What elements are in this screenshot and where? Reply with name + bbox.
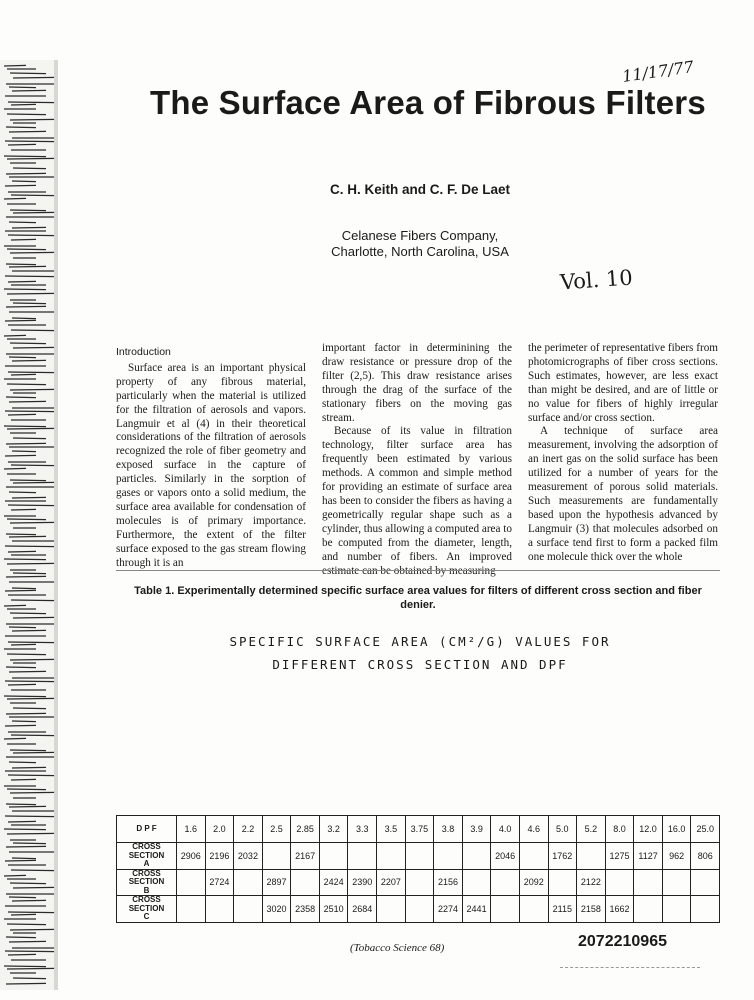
binding-stroke bbox=[9, 131, 46, 132]
binding-stroke bbox=[11, 465, 56, 466]
binding-stroke bbox=[8, 642, 56, 643]
document-id: 2072210965 bbox=[578, 933, 667, 950]
binding-stroke bbox=[4, 65, 26, 66]
dpf-header-cell: 4.0 bbox=[491, 816, 520, 843]
surface-area-table bbox=[116, 815, 720, 923]
value-cell bbox=[262, 843, 291, 870]
binding-stroke bbox=[8, 235, 56, 236]
value-cell: 2158 bbox=[577, 896, 606, 923]
value-cell bbox=[234, 869, 263, 896]
value-cell bbox=[177, 896, 206, 923]
binding-stroke bbox=[12, 181, 36, 182]
authors: C. H. Keith and C. F. De Laet bbox=[329, 182, 511, 197]
value-cell bbox=[234, 896, 263, 923]
binding-stroke bbox=[10, 389, 56, 390]
binding-stroke bbox=[9, 897, 36, 898]
value-cell: 2167 bbox=[291, 843, 320, 870]
row-label-text: CROSS bbox=[132, 895, 161, 904]
binding-stroke bbox=[12, 497, 46, 498]
binding-stroke bbox=[4, 829, 46, 830]
binding-stroke bbox=[4, 696, 46, 697]
value-cell bbox=[405, 843, 434, 870]
binding-stroke bbox=[4, 426, 46, 427]
binding-stroke bbox=[8, 102, 56, 103]
binding-stroke bbox=[7, 563, 56, 564]
paragraph: important factor in determinining the draw resistance or pressure drop of the filter (2,5). This draw resistance arises through the drag of the surface of the stationary fibers on the moving gas stream. bbox=[322, 342, 512, 424]
binding-stroke bbox=[10, 659, 56, 660]
dpf-header-cell: 25.0 bbox=[691, 816, 720, 843]
value-cell bbox=[577, 843, 606, 870]
value-cell: 2724 bbox=[205, 869, 234, 896]
row-label-cell bbox=[117, 896, 177, 923]
binding-stroke bbox=[12, 360, 46, 361]
header-label-cell: D P F bbox=[117, 816, 177, 843]
binding-stroke bbox=[13, 752, 56, 753]
binding-stroke bbox=[11, 600, 56, 601]
binding-stroke bbox=[5, 276, 56, 277]
binding-stroke bbox=[10, 750, 46, 751]
value-cell: 1762 bbox=[548, 843, 577, 870]
binding-stroke bbox=[6, 804, 36, 805]
binding-stroke bbox=[11, 239, 36, 240]
paragraph: Because of its value in filtration technology, filter surface area has frequently been estimated by various methods. A common and simple method for providing an estimate of surface area has been to consider the fibers as having a geometrically regular shape such as a cylinder, thus allowing a computed area to be computed from the diameter, length, and number of fibers. An improved estimate can be obtained by measuring bbox=[322, 425, 512, 577]
binding-stroke bbox=[5, 590, 36, 591]
binding-stroke bbox=[12, 767, 46, 768]
binding-stroke bbox=[12, 227, 46, 228]
dpf-header-cell: 12.0 bbox=[634, 816, 663, 843]
binding-stroke bbox=[11, 195, 56, 196]
binding-stroke bbox=[13, 843, 46, 844]
value-cell bbox=[462, 869, 491, 896]
binding-stroke bbox=[12, 721, 36, 722]
binding-stroke bbox=[7, 158, 56, 159]
binding-stroke bbox=[6, 667, 36, 668]
affiliation-location: Charlotte, North Carolina, USA bbox=[331, 244, 509, 259]
binding-stroke bbox=[13, 212, 56, 213]
binding-stroke bbox=[13, 708, 46, 709]
value-cell bbox=[691, 869, 720, 896]
value-cell: 2207 bbox=[377, 869, 406, 896]
binding-stroke bbox=[8, 775, 56, 776]
binding-stroke bbox=[7, 384, 46, 385]
dpf-header-cell: 3.3 bbox=[348, 816, 377, 843]
binding-stroke bbox=[4, 468, 26, 469]
row-label-text: A bbox=[143, 859, 150, 868]
binding-stroke bbox=[10, 883, 46, 884]
binding-stroke bbox=[10, 210, 46, 211]
binding-stroke bbox=[9, 627, 36, 628]
binding-stroke bbox=[5, 411, 56, 412]
dpf-header-cell: 8.0 bbox=[605, 816, 634, 843]
binding-stroke bbox=[5, 185, 36, 186]
value-cell: 2906 bbox=[177, 843, 206, 870]
value-cell: 2032 bbox=[234, 843, 263, 870]
binding-stroke bbox=[9, 266, 46, 267]
value-cell bbox=[491, 869, 520, 896]
value-cell: 806 bbox=[691, 843, 720, 870]
affiliation-company: Celanese Fibers Company, bbox=[341, 228, 499, 243]
binding-stroke bbox=[4, 559, 46, 560]
binding-stroke bbox=[11, 870, 56, 871]
table-title-line-1: SPECIFIC SURFACE AREA (CM²/G) VALUES FOR bbox=[229, 634, 611, 649]
binding-stroke bbox=[9, 492, 36, 493]
binding-stroke bbox=[11, 914, 36, 915]
binding-stroke bbox=[8, 281, 36, 282]
section-heading: Introduction bbox=[116, 346, 171, 358]
dpf-header-cell: 2.85 bbox=[291, 816, 320, 843]
value-cell: 2115 bbox=[548, 896, 577, 923]
value-cell: 2358 bbox=[291, 896, 320, 923]
value-cell bbox=[319, 843, 348, 870]
value-cell: 2156 bbox=[434, 869, 463, 896]
binding-stroke bbox=[6, 397, 36, 398]
binding-stroke bbox=[13, 303, 46, 304]
binding-stroke bbox=[4, 966, 46, 967]
journal-citation: (Tobacco Science 68) bbox=[350, 942, 445, 954]
binding-stroke bbox=[8, 912, 56, 913]
binding-stroke bbox=[9, 401, 46, 402]
binding-stroke bbox=[5, 455, 36, 456]
binding-stroke bbox=[6, 846, 46, 847]
paragraph: Surface area is an important physical property of any fibrous material, particularly when the material is utilized for the filtration of aerosols and vapors. Langmuir et al (4) in their theoretical considerations of the filtration of aerosols recognized the role of fiber geometry and exposed surface in the capture of particles. Similarly in the sorption of gases or vapors onto a solid medium, the surface area available for condensation of molecules is of primary importance. Furthermore, the extent of the filter surface exposed to the gas stream flowing through it is an bbox=[116, 361, 306, 569]
row-label-cell bbox=[117, 869, 177, 896]
binding-stroke bbox=[11, 735, 56, 736]
binding-stroke bbox=[7, 698, 56, 699]
paragraph: the perimeter of representative fibers from photomicrographs of fiber cross sections. Such estimates, however, are less exact than might be desired, and are of little or no value for fibers of highly irregular surface and/or cross section. bbox=[528, 342, 718, 424]
binding-stroke bbox=[13, 887, 56, 888]
row-label-cell bbox=[117, 843, 177, 870]
body-column-2 bbox=[322, 342, 512, 578]
binding-stroke bbox=[13, 77, 56, 78]
binding-stroke bbox=[9, 671, 46, 672]
binding-stroke bbox=[7, 654, 46, 655]
binding-stroke bbox=[8, 821, 36, 822]
value-cell bbox=[634, 896, 663, 923]
binding-stroke bbox=[4, 738, 26, 739]
value-cell: 2196 bbox=[205, 843, 234, 870]
binding-stroke bbox=[8, 551, 36, 552]
binding-stroke bbox=[8, 144, 36, 145]
binding-stroke bbox=[13, 347, 56, 348]
value-cell: 3020 bbox=[262, 896, 291, 923]
value-cell: 2092 bbox=[519, 869, 548, 896]
binding-stroke bbox=[13, 168, 46, 169]
binding-stroke bbox=[6, 127, 36, 128]
binding-stroke bbox=[6, 443, 46, 444]
binding-stroke bbox=[7, 293, 56, 294]
binding-stroke bbox=[5, 816, 56, 817]
paragraph: A technique of surface area measurement, involving the adsorption of an inert gas on the solid surface has been utilized for a number of years for the measurement of porous solid materials. Such measurements are fundamentally based upon the hypothesis advanced by Langmuir (3) that molecules adsorbed on a surface tend first to form a packed film one molecule thick over the whole bbox=[528, 425, 718, 563]
table-row bbox=[117, 896, 720, 923]
binding-stroke bbox=[12, 318, 36, 319]
dpf-header-cell: 3.9 bbox=[462, 816, 491, 843]
binding-stroke bbox=[7, 968, 56, 969]
row-label-text: CROSS bbox=[132, 869, 161, 878]
binding-stroke bbox=[11, 509, 36, 510]
binding-stroke bbox=[7, 428, 56, 429]
binding-stroke bbox=[8, 684, 36, 685]
dpf-header-cell: 3.2 bbox=[319, 816, 348, 843]
value-cell bbox=[405, 869, 434, 896]
affiliation bbox=[300, 228, 540, 260]
binding-stroke bbox=[6, 983, 46, 984]
value-cell bbox=[177, 869, 206, 896]
value-cell: 962 bbox=[662, 843, 691, 870]
value-cell: 2046 bbox=[491, 843, 520, 870]
binding-stroke bbox=[10, 252, 56, 253]
binding-stroke bbox=[11, 779, 36, 780]
binding-stroke bbox=[10, 613, 46, 614]
value-cell bbox=[691, 896, 720, 923]
binding-stroke bbox=[6, 173, 46, 174]
binding-stroke bbox=[9, 806, 46, 807]
binding-stroke bbox=[7, 789, 46, 790]
value-cell bbox=[291, 869, 320, 896]
value-cell: 2510 bbox=[319, 896, 348, 923]
dashed-mark bbox=[560, 967, 700, 968]
binding-stroke bbox=[8, 954, 36, 955]
row-label-text: SECTION bbox=[128, 903, 165, 913]
paper-title: The Surface Area of Fibrous Filters bbox=[150, 84, 706, 121]
value-cell bbox=[634, 869, 663, 896]
value-cell bbox=[405, 896, 434, 923]
value-cell bbox=[519, 896, 548, 923]
value-cell: 2441 bbox=[462, 896, 491, 923]
value-cell bbox=[377, 843, 406, 870]
binding-stroke bbox=[13, 482, 56, 483]
value-cell bbox=[605, 869, 634, 896]
value-cell bbox=[348, 843, 377, 870]
binding-stroke bbox=[10, 929, 56, 930]
value-cell bbox=[377, 896, 406, 923]
binding-stroke bbox=[5, 725, 36, 726]
dpf-header-cell: 2.5 bbox=[262, 816, 291, 843]
dpf-header-cell: 1.6 bbox=[177, 816, 206, 843]
binding-stroke bbox=[5, 860, 36, 861]
binding-stroke bbox=[6, 264, 36, 265]
binding-stroke bbox=[7, 249, 46, 250]
value-cell: 1662 bbox=[605, 896, 634, 923]
binding-stroke bbox=[13, 573, 46, 574]
binding-stroke bbox=[7, 924, 46, 925]
binding-stroke bbox=[10, 343, 46, 344]
value-cell bbox=[662, 869, 691, 896]
dpf-header-cell: 5.0 bbox=[548, 816, 577, 843]
binding-stroke bbox=[6, 306, 46, 307]
table-title-line-2: DIFFERENT CROSS SECTION AND DPF bbox=[272, 657, 568, 672]
value-cell: 2424 bbox=[319, 869, 348, 896]
binding-stroke bbox=[12, 900, 46, 901]
binding-stroke bbox=[4, 156, 46, 157]
binding-stroke bbox=[4, 605, 26, 606]
binding-stroke bbox=[7, 519, 46, 520]
binding-stroke bbox=[10, 792, 56, 793]
binding-stroke bbox=[4, 289, 46, 290]
binding-stroke bbox=[12, 90, 46, 91]
row-label-text: CROSS bbox=[132, 842, 161, 851]
binding-stroke bbox=[10, 522, 56, 523]
binding-stroke bbox=[9, 357, 36, 358]
value-cell: 2122 bbox=[577, 869, 606, 896]
binding-stroke bbox=[4, 198, 26, 199]
row-label-text: SECTION bbox=[128, 850, 165, 860]
binding-stroke bbox=[9, 87, 36, 88]
row-label-text: C bbox=[143, 912, 150, 921]
value-cell bbox=[662, 896, 691, 923]
binding-stroke bbox=[11, 644, 36, 645]
binding-stroke bbox=[13, 617, 56, 618]
scan-binding-edge bbox=[0, 60, 58, 990]
value-cell: 2897 bbox=[262, 869, 291, 896]
binding-stroke bbox=[6, 576, 46, 577]
section-divider bbox=[116, 570, 720, 571]
binding-stroke bbox=[12, 451, 36, 452]
dpf-header-cell: 16.0 bbox=[662, 816, 691, 843]
value-cell bbox=[205, 896, 234, 923]
binding-stroke bbox=[13, 978, 46, 979]
value-cell: 2390 bbox=[348, 869, 377, 896]
value-cell: 1275 bbox=[605, 843, 634, 870]
dpf-header-cell: 2.0 bbox=[205, 816, 234, 843]
binding-stroke bbox=[9, 941, 46, 942]
binding-stroke bbox=[5, 320, 36, 321]
row-label-text: SECTION bbox=[128, 877, 165, 886]
binding-stroke bbox=[5, 951, 56, 952]
table-row bbox=[117, 843, 720, 870]
binding-stroke bbox=[9, 762, 36, 763]
value-cell: 1127 bbox=[634, 843, 663, 870]
body-column-1 bbox=[116, 346, 306, 571]
dpf-header-cell: 3.8 bbox=[434, 816, 463, 843]
handwritten-volume-note: Vol. 10 bbox=[559, 265, 634, 295]
handwritten-date: 11/17/77 bbox=[621, 57, 695, 86]
binding-stroke bbox=[10, 73, 46, 74]
binding-stroke bbox=[11, 104, 36, 105]
table-header-row bbox=[117, 816, 720, 843]
value-cell bbox=[519, 843, 548, 870]
binding-stroke bbox=[11, 330, 56, 331]
binding-stroke bbox=[6, 713, 46, 714]
binding-stroke bbox=[4, 875, 26, 876]
binding-stroke bbox=[4, 335, 26, 336]
binding-stroke bbox=[10, 119, 56, 120]
value-cell bbox=[491, 896, 520, 923]
binding-stroke bbox=[5, 681, 56, 682]
binding-stroke bbox=[5, 546, 56, 547]
value-cell: 2684 bbox=[348, 896, 377, 923]
row-label-text: B bbox=[143, 885, 150, 895]
binding-stroke bbox=[13, 438, 46, 439]
binding-stroke bbox=[5, 141, 56, 142]
dpf-header-cell: 3.75 bbox=[405, 816, 434, 843]
binding-stroke bbox=[8, 372, 56, 373]
binding-stroke bbox=[8, 414, 36, 415]
binding-stroke bbox=[12, 858, 36, 859]
dpf-header-cell: 2.2 bbox=[234, 816, 263, 843]
binding-stroke bbox=[7, 833, 56, 834]
body-column-3 bbox=[528, 342, 718, 565]
table-row bbox=[117, 869, 720, 896]
binding-stroke bbox=[6, 937, 36, 938]
value-cell bbox=[548, 869, 577, 896]
value-cell bbox=[462, 843, 491, 870]
binding-stroke bbox=[9, 536, 46, 537]
value-cell bbox=[434, 843, 463, 870]
binding-stroke bbox=[12, 630, 46, 631]
binding-stroke bbox=[11, 374, 36, 375]
binding-stroke bbox=[8, 505, 56, 506]
dpf-header-cell: 4.6 bbox=[519, 816, 548, 843]
dpf-header-cell: 3.5 bbox=[377, 816, 406, 843]
binding-stroke bbox=[6, 534, 36, 535]
binding-stroke bbox=[7, 114, 46, 115]
binding-stroke bbox=[10, 480, 46, 481]
table-caption: Table 1. Experimentally determined specific surface area values for filters of different cross section and fiber denier. bbox=[134, 585, 702, 611]
binding-stroke bbox=[12, 588, 36, 589]
binding-stroke bbox=[9, 222, 36, 223]
dpf-header-cell: 5.2 bbox=[577, 816, 606, 843]
value-cell: 2274 bbox=[434, 896, 463, 923]
